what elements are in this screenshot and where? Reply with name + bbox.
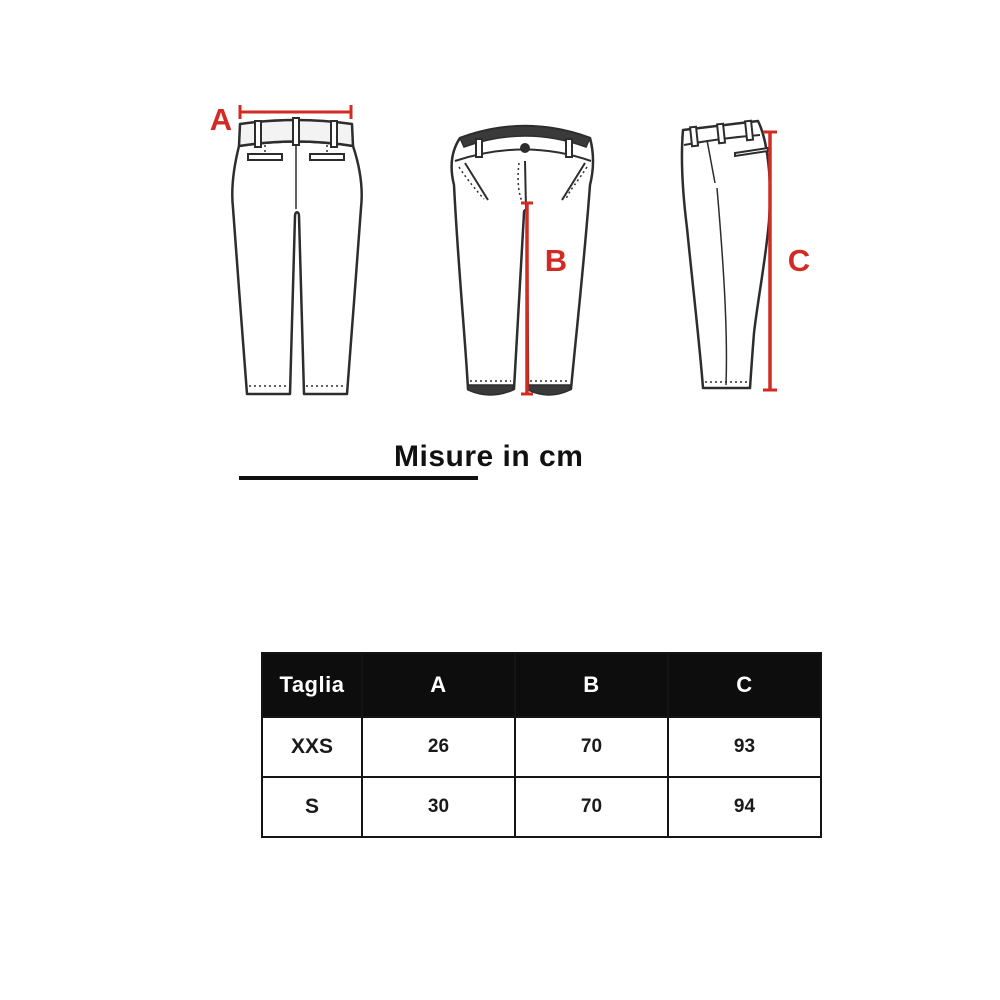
value-cell-a: 26 — [362, 717, 515, 777]
value-cell-b: 70 — [515, 777, 668, 837]
value-cell-c: 94 — [668, 777, 821, 837]
table-header-row — [262, 653, 821, 717]
title-underline — [239, 476, 478, 480]
pants-side-view-diagram — [655, 108, 825, 408]
pants-back-view-diagram — [195, 90, 385, 420]
measurement-label-a: A — [209, 102, 233, 137]
size-cell: XXS — [262, 717, 362, 777]
col-header-a: A — [362, 653, 515, 717]
value-cell-c: 93 — [668, 717, 821, 777]
table-row-xxs — [262, 717, 821, 777]
size-cell: S — [262, 777, 362, 837]
col-header-taglia: Taglia — [262, 653, 362, 717]
value-cell-b: 70 — [515, 717, 668, 777]
col-header-b: B — [515, 653, 668, 717]
value-cell-a: 30 — [362, 777, 515, 837]
col-header-c: C — [668, 653, 821, 717]
pants-front-outline — [452, 126, 593, 389]
measurement-label-b: B — [544, 243, 568, 278]
table-row-s — [262, 777, 821, 837]
pants-front-view-diagram — [440, 105, 610, 410]
page-title: Misure in cm — [394, 440, 584, 473]
measurement-label-c: C — [787, 243, 811, 278]
size-table — [261, 652, 822, 838]
pants-back-outline — [232, 120, 361, 394]
measurement-arrow-a — [240, 105, 351, 119]
